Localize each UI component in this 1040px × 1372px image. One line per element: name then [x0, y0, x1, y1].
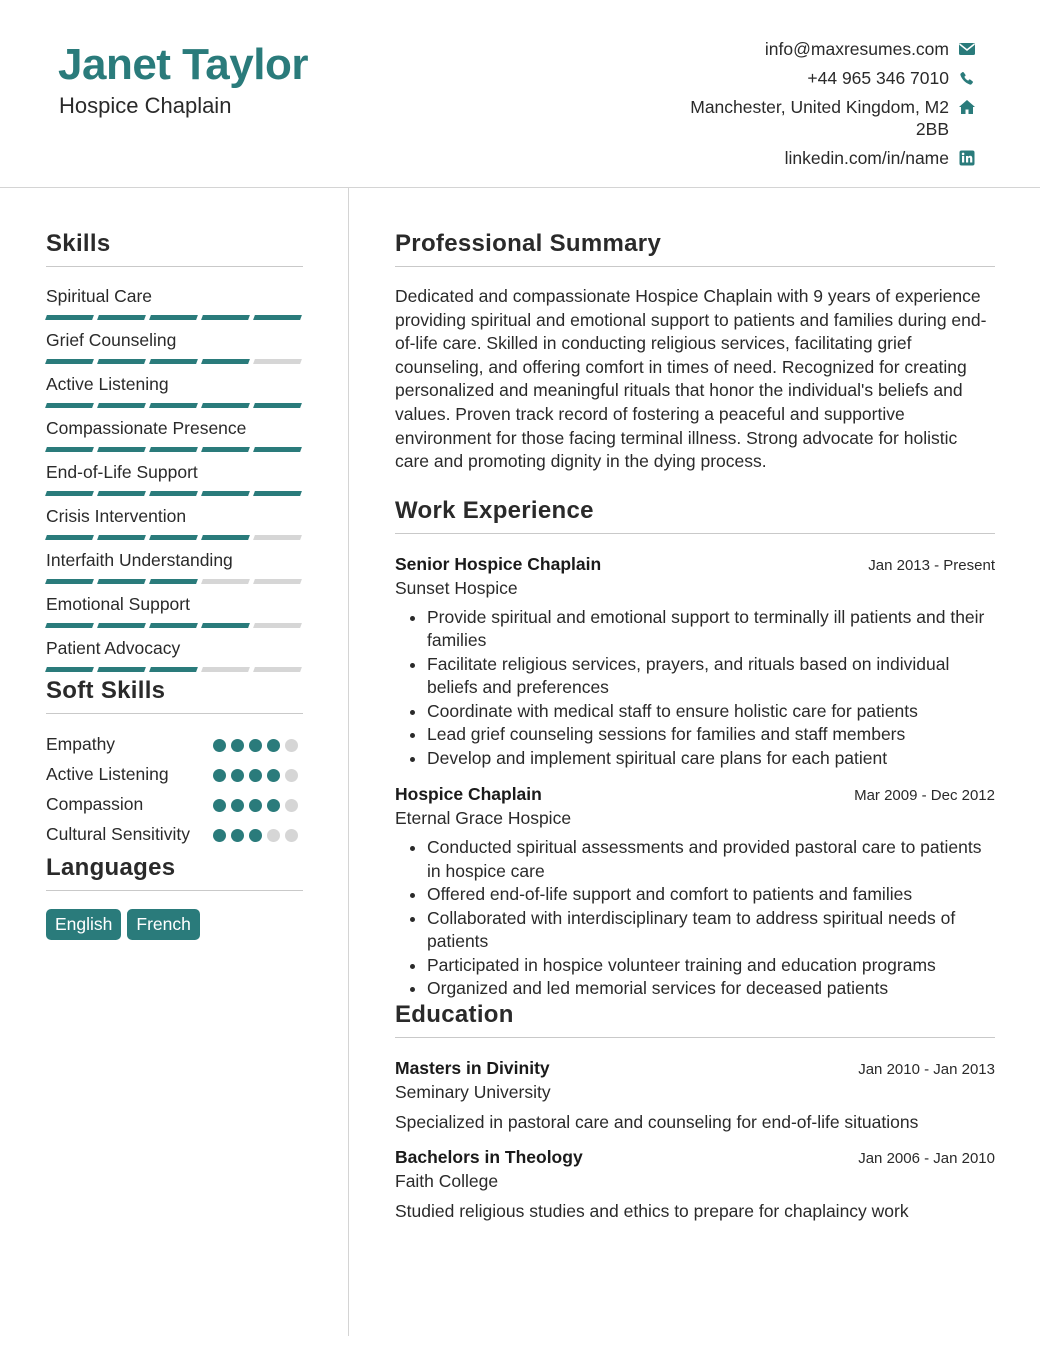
skill-level-segment [45, 315, 94, 320]
rating-dot [285, 829, 298, 842]
soft-skill-name: Cultural Sensitivity [46, 824, 190, 844]
rating-dot [267, 769, 280, 782]
skill-level-bar [46, 447, 303, 452]
skill-level-segment [45, 623, 94, 628]
skill-name: Interfaith Understanding [46, 550, 233, 570]
skill-level-segment [97, 667, 146, 672]
language-tag: English [46, 909, 121, 940]
soft-skill-name: Compassion [46, 794, 144, 814]
soft-skill-name: Empathy [46, 734, 116, 754]
skill-level-segment [149, 359, 198, 364]
school-name: Faith College [395, 1170, 499, 1191]
rating-dot [231, 829, 244, 842]
skill-level-segment [253, 579, 302, 584]
job-title: Hospice Chaplain [395, 784, 542, 805]
rating-dot [231, 769, 244, 782]
rating-dot [213, 799, 226, 812]
skill-level-segment [97, 403, 146, 408]
languages-list [46, 909, 303, 940]
soft-skill-rating [213, 822, 303, 842]
rating-dot [231, 739, 244, 752]
skill-level-segment [201, 315, 250, 320]
education-date: Jan 2010 - Jan 2013 [858, 1060, 995, 1078]
rating-dot [213, 739, 226, 752]
skill-level-segment [201, 359, 250, 364]
skill-item [46, 417, 303, 452]
rating-dot [249, 769, 262, 782]
rating-dot [267, 799, 280, 812]
skill-level-segment [253, 623, 302, 628]
education-header [395, 1147, 995, 1168]
rating-dot [231, 799, 244, 812]
experience-list [395, 554, 995, 1001]
skill-level-segment [253, 535, 302, 540]
column-divider [348, 188, 349, 1336]
job-header [395, 554, 995, 575]
skills-title: Skills [46, 230, 303, 267]
envelope-icon [958, 40, 976, 58]
skill-level-bar [46, 535, 303, 540]
soft-skill-name: Active Listening [46, 764, 169, 784]
candidate-name: Janet Taylor [58, 40, 308, 89]
job-bullets [395, 836, 995, 1001]
language-tag: French [127, 909, 199, 940]
contact-phone-text[interactable]: +44 965 346 7010 [807, 68, 949, 88]
skill-level-segment [97, 447, 146, 452]
skill-level-segment [97, 623, 146, 628]
degree-title: Bachelors in Theology [395, 1146, 583, 1167]
skill-level-segment [45, 359, 94, 364]
skill-level-segment [45, 403, 94, 408]
contact-email-text[interactable]: info@maxresumes.com [764, 39, 949, 59]
skill-level-segment [253, 447, 302, 452]
rating-dot [249, 799, 262, 812]
rating-dot [249, 739, 262, 752]
left-column [46, 230, 303, 940]
contact-phone[interactable] [656, 67, 976, 89]
job-bullets [395, 606, 995, 771]
contact-email[interactable] [656, 38, 976, 60]
job-bullet: • Offered end-of-life support and comfort to patients and families [427, 883, 995, 907]
skill-level-segment [201, 491, 250, 496]
soft-skill-rating [213, 762, 303, 782]
skill-level-segment [97, 359, 146, 364]
soft-skill-item [46, 762, 303, 786]
contact-block [656, 38, 976, 176]
education-description: Specialized in pastoral care and counseling for end-of-life situations [395, 1111, 919, 1132]
skill-level-segment [149, 491, 198, 496]
skill-level-bar [46, 359, 303, 364]
job-header [395, 784, 995, 805]
skill-level-bar [46, 667, 303, 672]
job-bullet: • Coordinate with medical staff to ensure holistic care for patients [427, 700, 995, 724]
education-header [395, 1058, 995, 1079]
skill-name: Grief Counseling [46, 330, 177, 350]
contact-linkedin[interactable] [656, 147, 976, 169]
skill-item [46, 505, 303, 540]
skill-level-segment [45, 491, 94, 496]
skill-name: Compassionate Presence [46, 418, 247, 438]
soft-skill-item [46, 732, 303, 756]
job-bullet: • Lead grief counseling sessions for families and staff members [427, 723, 995, 747]
job-bullet: • Collaborated with interdisciplinary team to address spiritual needs of patients [427, 907, 995, 954]
skill-item [46, 637, 303, 672]
soft-skill-rating [213, 732, 303, 752]
skill-level-segment [149, 403, 198, 408]
soft-skills-title: Soft Skills [46, 677, 303, 714]
skill-level-segment [45, 579, 94, 584]
rating-dot [267, 739, 280, 752]
skill-level-segment [149, 447, 198, 452]
linkedin-icon [958, 149, 976, 167]
right-column [395, 230, 995, 1222]
job-bullet: • Organized and led memorial services for deceased patients [427, 977, 995, 1001]
skill-level-segment [97, 579, 146, 584]
skill-name: Emotional Support [46, 594, 190, 614]
skill-level-segment [149, 315, 198, 320]
skill-level-segment [149, 667, 198, 672]
resume-header [0, 0, 1040, 188]
contact-linkedin-text[interactable]: linkedin.com/in/name [784, 148, 949, 168]
skill-name: Patient Advocacy [46, 638, 181, 658]
skill-level-segment [201, 535, 250, 540]
job-bullet: • Develop and implement spiritual care plans for each patient [427, 747, 995, 771]
skill-name: End-of-Life Support [46, 462, 198, 482]
skill-name: Spiritual Care [46, 286, 153, 306]
skill-level-bar [46, 315, 303, 320]
contact-address-text: Manchester, United Kingdom, M2 2BB [690, 97, 949, 139]
job-bullet: • Provide spiritual and emotional support to terminally ill patients and their families [427, 606, 995, 653]
skill-level-segment [253, 359, 302, 364]
education-description: Studied religious studies and ethics to prepare for chaplaincy work [395, 1200, 909, 1221]
job-bullet: • Facilitate religious services, prayers, and rituals based on individual beliefs and preferences [427, 653, 995, 700]
home-icon [958, 98, 976, 116]
skill-level-segment [149, 623, 198, 628]
skill-name: Active Listening [46, 374, 169, 394]
skill-level-segment [97, 315, 146, 320]
skill-level-segment [97, 535, 146, 540]
phone-icon [958, 69, 976, 87]
skill-item [46, 285, 303, 320]
skill-level-bar [46, 403, 303, 408]
summary-title: Professional Summary [395, 230, 995, 267]
skill-level-bar [46, 623, 303, 628]
skill-level-segment [149, 535, 198, 540]
soft-skill-item [46, 792, 303, 816]
skill-level-segment [149, 579, 198, 584]
education-list [395, 1058, 995, 1222]
rating-dot [285, 769, 298, 782]
skill-level-segment [253, 315, 302, 320]
rating-dot [267, 829, 280, 842]
skill-item [46, 461, 303, 496]
skill-level-bar [46, 491, 303, 496]
skill-item [46, 373, 303, 408]
experience-title: Work Experience [395, 497, 995, 534]
skill-level-segment [45, 535, 94, 540]
job-company: Eternal Grace Hospice [395, 808, 572, 829]
skill-level-segment [253, 667, 302, 672]
skill-level-segment [201, 447, 250, 452]
candidate-role: Hospice Chaplain [59, 93, 232, 118]
job-bullet: • Conducted spiritual assessments and provided pastoral care to patients in hospice care [427, 836, 995, 883]
skill-level-segment [45, 667, 94, 672]
school-name: Seminary University [395, 1081, 551, 1102]
skill-level-segment [201, 579, 250, 584]
summary-text: Dedicated and compassionate Hospice Chaplain with 9 years of experience providing spiritual and emotional support to patients and families during end-of-life care. Skilled in conducting religious services, facilitating grief counseling, and offering comfort in times of need. Recognized for creating personalized and meaningful rituals that honor the individual's beliefs and values. Proven track record of fostering a peaceful and supportive environment for those facing terminal illness. Strong advocate for holistic care and promoting dignity in the dying process. [395, 286, 987, 472]
job-bullet: • Participated in hospice volunteer training and education programs [427, 954, 995, 978]
skill-item [46, 593, 303, 628]
skill-level-segment [45, 447, 94, 452]
degree-title: Masters in Divinity [395, 1057, 550, 1078]
skill-level-segment [201, 403, 250, 408]
rating-dot [213, 769, 226, 782]
job-company: Sunset Hospice [395, 577, 518, 598]
skill-level-segment [201, 667, 250, 672]
skill-level-segment [97, 491, 146, 496]
skill-level-bar [46, 579, 303, 584]
job-date: Mar 2009 - Dec 2012 [854, 787, 995, 805]
job-date: Jan 2013 - Present [868, 556, 995, 574]
skill-level-segment [253, 403, 302, 408]
skill-level-segment [253, 491, 302, 496]
job-entry [395, 784, 995, 1001]
education-title: Education [395, 1001, 995, 1038]
soft-skills-list [46, 732, 303, 846]
skill-level-segment [201, 623, 250, 628]
rating-dot [213, 829, 226, 842]
education-entry [395, 1147, 995, 1222]
soft-skill-rating [213, 792, 303, 812]
job-title: Senior Hospice Chaplain [395, 553, 602, 574]
contact-address [656, 96, 976, 140]
skill-name: Crisis Intervention [46, 506, 187, 526]
job-entry [395, 554, 995, 771]
soft-skill-item [46, 822, 303, 846]
skill-item [46, 549, 303, 584]
languages-title: Languages [46, 854, 303, 891]
education-entry [395, 1058, 995, 1133]
rating-dot [249, 829, 262, 842]
education-date: Jan 2006 - Jan 2010 [858, 1149, 995, 1167]
skill-item [46, 329, 303, 364]
skills-list [46, 285, 303, 672]
rating-dot [285, 739, 298, 752]
rating-dot [285, 799, 298, 812]
